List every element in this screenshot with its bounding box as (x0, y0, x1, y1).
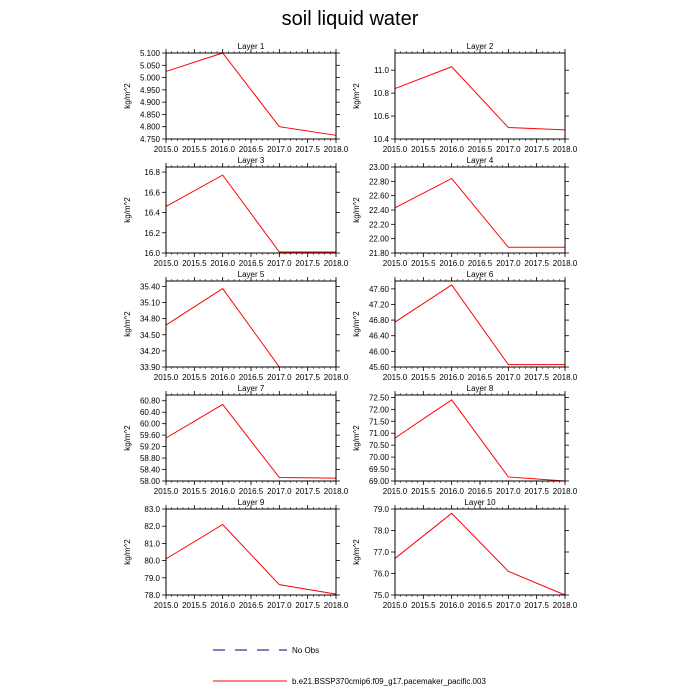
x-tick-label: 2018.0 (552, 259, 578, 268)
x-tick-label: 2015.5 (182, 259, 207, 268)
y-tick-label: 78.0 (144, 591, 160, 600)
x-tick-label: 2017.5 (295, 601, 320, 610)
y-tick-label: 70.00 (368, 453, 389, 463)
x-tick-label: 2017.0 (267, 145, 292, 154)
y-tick-label: 4.850 (139, 110, 160, 120)
x-tick-label: 2016.5 (238, 487, 264, 496)
page-title: soil liquid water (281, 8, 419, 30)
y-tick-label: 22.40 (368, 206, 389, 215)
y-tick-label: 22.80 (368, 177, 389, 187)
y-tick-label: 46.00 (368, 347, 389, 357)
x-tick-label: 2018.0 (323, 487, 349, 496)
plot-frame (166, 395, 336, 481)
x-tick-label: 2015.0 (153, 601, 179, 610)
panel-4 (352, 156, 578, 268)
x-tick-label: 2018.0 (323, 145, 349, 154)
x-tick-label: 2015.5 (411, 601, 436, 610)
y-axis-label: kg/m^2 (352, 311, 361, 337)
x-tick-label: 2016.0 (439, 601, 464, 610)
y-tick-label: 16.0 (144, 249, 160, 258)
y-axis-label: kg/m^2 (352, 425, 361, 451)
y-tick-label: 71.00 (368, 429, 389, 439)
y-tick-label: 10.6 (373, 112, 389, 122)
series-line (166, 524, 336, 594)
y-tick-label: 47.20 (368, 300, 389, 310)
x-tick-label: 2018.0 (323, 601, 349, 610)
y-tick-label: 45.60 (368, 363, 389, 372)
legend-model-label: b.e21.BSSP370cmip6.f09_g17.pacemaker_pacific.003 (292, 677, 486, 686)
y-tick-label: 10.8 (373, 89, 389, 99)
y-tick-label: 4.750 (139, 135, 160, 144)
x-tick-label: 2015.5 (182, 601, 207, 610)
x-tick-label: 2015.0 (382, 373, 408, 382)
x-tick-label: 2016.0 (210, 145, 235, 154)
x-tick-label: 2018.0 (323, 259, 349, 268)
y-tick-label: 16.4 (144, 208, 160, 218)
x-tick-label: 2016.0 (210, 373, 235, 382)
x-tick-label: 2016.0 (439, 259, 464, 268)
x-tick-label: 2016.0 (210, 259, 235, 268)
panel-title: Layer 2 (466, 42, 494, 51)
panel-5 (123, 270, 349, 382)
y-axis-label: kg/m^2 (352, 197, 361, 223)
x-tick-label: 2016.5 (467, 601, 493, 610)
x-tick-label: 2016.5 (238, 601, 264, 610)
x-tick-label: 2016.5 (467, 373, 493, 382)
x-tick-label: 2017.5 (524, 601, 549, 610)
y-axis-label: kg/m^2 (352, 539, 361, 565)
x-tick-label: 2015.0 (153, 487, 179, 496)
panel-title: Layer 10 (464, 498, 496, 507)
x-tick-label: 2016.0 (210, 601, 235, 610)
y-tick-label: 34.80 (139, 314, 160, 324)
y-tick-label: 72.00 (368, 405, 389, 415)
y-tick-label: 5.100 (139, 49, 160, 58)
y-tick-label: 34.50 (139, 330, 160, 340)
series-line (395, 178, 565, 247)
y-tick-label: 83.0 (144, 505, 160, 514)
series-line (166, 53, 336, 135)
x-tick-label: 2015.5 (182, 373, 207, 382)
x-tick-label: 2015.5 (411, 145, 436, 154)
plot-frame (166, 167, 336, 253)
series-line (166, 404, 336, 478)
x-tick-label: 2016.5 (238, 145, 264, 154)
y-axis-label: kg/m^2 (123, 83, 132, 109)
y-tick-label: 80.0 (144, 556, 160, 566)
legend-obs-label: No Obs (292, 646, 320, 655)
x-tick-label: 2017.0 (496, 487, 521, 496)
y-tick-label: 70.50 (368, 441, 389, 451)
x-tick-label: 2017.0 (267, 487, 292, 496)
x-tick-label: 2017.5 (295, 259, 320, 268)
y-axis-label: kg/m^2 (123, 197, 132, 223)
y-tick-label: 4.950 (139, 85, 160, 95)
x-tick-label: 2015.0 (382, 259, 408, 268)
series-line (166, 289, 336, 367)
y-tick-label: 58.00 (139, 477, 160, 486)
x-tick-label: 2017.5 (295, 373, 320, 382)
plot-frame (166, 53, 336, 139)
panel-title: Layer 5 (237, 270, 265, 279)
y-tick-label: 76.0 (373, 569, 389, 579)
panel-2 (352, 42, 578, 154)
y-tick-label: 46.40 (368, 331, 389, 341)
y-tick-label: 47.60 (368, 284, 389, 294)
x-tick-label: 2015.5 (182, 487, 207, 496)
y-tick-label: 59.20 (139, 442, 160, 452)
x-tick-label: 2016.5 (467, 145, 493, 154)
x-tick-label: 2017.0 (267, 259, 292, 268)
x-tick-label: 2016.0 (439, 145, 464, 154)
y-tick-label: 59.60 (139, 431, 160, 441)
x-tick-label: 2017.0 (496, 601, 521, 610)
x-tick-label: 2018.0 (552, 145, 578, 154)
panel-title: Layer 4 (466, 156, 494, 165)
panel-title: Layer 8 (466, 384, 494, 393)
panel-title: Layer 6 (466, 270, 494, 279)
x-tick-label: 2015.5 (411, 259, 436, 268)
x-tick-label: 2016.5 (467, 487, 493, 496)
x-tick-label: 2017.5 (295, 487, 320, 496)
x-tick-label: 2015.0 (153, 145, 179, 154)
x-tick-label: 2015.0 (382, 487, 408, 496)
x-tick-label: 2015.0 (153, 373, 179, 382)
x-tick-label: 2015.5 (411, 487, 436, 496)
x-tick-label: 2016.5 (238, 373, 264, 382)
y-tick-label: 22.20 (368, 220, 389, 230)
x-tick-label: 2017.0 (496, 259, 521, 268)
y-tick-label: 79.0 (373, 505, 389, 514)
x-tick-label: 2015.5 (182, 145, 207, 154)
y-tick-label: 69.00 (368, 477, 389, 486)
panel-title: Layer 7 (237, 384, 265, 393)
y-tick-label: 58.80 (139, 454, 160, 464)
series-line (166, 175, 336, 252)
y-tick-label: 22.00 (368, 234, 389, 244)
x-tick-label: 2017.0 (267, 373, 292, 382)
x-tick-label: 2018.0 (323, 373, 349, 382)
x-tick-label: 2018.0 (552, 487, 578, 496)
y-tick-label: 21.80 (368, 249, 389, 258)
y-tick-label: 81.0 (144, 539, 160, 549)
x-tick-label: 2018.0 (552, 601, 578, 610)
x-tick-label: 2015.0 (382, 145, 408, 154)
y-tick-label: 82.0 (144, 522, 160, 532)
x-tick-label: 2017.5 (524, 145, 549, 154)
x-tick-label: 2016.5 (238, 259, 264, 268)
x-tick-label: 2017.0 (496, 373, 521, 382)
x-tick-label: 2016.5 (467, 259, 493, 268)
panel-3 (123, 156, 349, 268)
y-tick-label: 69.50 (368, 465, 389, 475)
y-tick-label: 35.10 (139, 298, 160, 308)
y-tick-label: 23.00 (368, 163, 389, 172)
y-axis-label: kg/m^2 (123, 539, 132, 565)
y-tick-label: 4.900 (139, 98, 160, 108)
panel-1 (123, 42, 349, 154)
y-tick-label: 4.800 (139, 122, 160, 132)
plot-frame (395, 53, 565, 139)
plot-frame (395, 509, 565, 595)
plot-frame (395, 167, 565, 253)
x-tick-label: 2017.5 (524, 259, 549, 268)
series-line (395, 400, 565, 481)
y-tick-label: 35.40 (139, 282, 160, 292)
panel-title: Layer 1 (237, 42, 265, 51)
y-tick-label: 22.60 (368, 191, 389, 201)
x-tick-label: 2015.5 (411, 373, 436, 382)
y-tick-label: 60.80 (139, 396, 160, 406)
y-axis-label: kg/m^2 (352, 83, 361, 109)
y-tick-label: 5.000 (139, 73, 160, 83)
x-tick-label: 2017.0 (496, 145, 521, 154)
legend (213, 646, 486, 686)
y-tick-label: 34.20 (139, 346, 160, 356)
y-tick-label: 11.0 (374, 66, 389, 76)
y-tick-label: 58.40 (139, 465, 160, 475)
panel-9 (123, 498, 349, 610)
x-tick-label: 2016.0 (439, 373, 464, 382)
panel-7 (123, 384, 349, 496)
x-tick-label: 2016.0 (439, 487, 464, 496)
y-tick-label: 16.6 (144, 188, 160, 198)
x-tick-label: 2017.5 (524, 487, 549, 496)
y-tick-label: 71.50 (368, 417, 389, 427)
y-tick-label: 10.4 (373, 135, 389, 144)
plot-frame (166, 281, 336, 367)
y-tick-label: 77.0 (373, 548, 389, 557)
x-tick-label: 2016.0 (210, 487, 235, 496)
x-tick-label: 2017.5 (524, 373, 549, 382)
y-axis-label: kg/m^2 (123, 425, 132, 451)
y-tick-label: 33.90 (139, 363, 160, 372)
y-tick-label: 60.00 (139, 419, 160, 429)
y-tick-label: 46.80 (368, 316, 389, 326)
x-tick-label: 2017.5 (295, 145, 320, 154)
y-tick-label: 75.0 (373, 591, 389, 600)
plot-frame (166, 509, 336, 595)
panel-10 (352, 498, 578, 610)
x-tick-label: 2015.0 (382, 601, 408, 610)
panel-title: Layer 9 (237, 498, 265, 507)
x-tick-label: 2017.0 (267, 601, 292, 610)
y-tick-label: 60.40 (139, 408, 160, 418)
series-line (395, 67, 565, 130)
x-tick-label: 2018.0 (552, 373, 578, 382)
y-tick-label: 72.50 (368, 393, 389, 403)
y-tick-label: 78.0 (373, 526, 389, 536)
x-tick-label: 2015.0 (153, 259, 179, 268)
panel-title: Layer 3 (237, 156, 265, 165)
y-axis-label: kg/m^2 (123, 311, 132, 337)
y-tick-label: 16.8 (144, 168, 160, 178)
y-tick-label: 79.0 (144, 573, 160, 583)
series-line (395, 513, 565, 595)
y-tick-label: 5.050 (139, 61, 160, 71)
y-tick-label: 16.2 (144, 228, 160, 238)
series-line (395, 285, 565, 365)
panel-6 (352, 270, 578, 382)
panel-8 (352, 384, 578, 496)
